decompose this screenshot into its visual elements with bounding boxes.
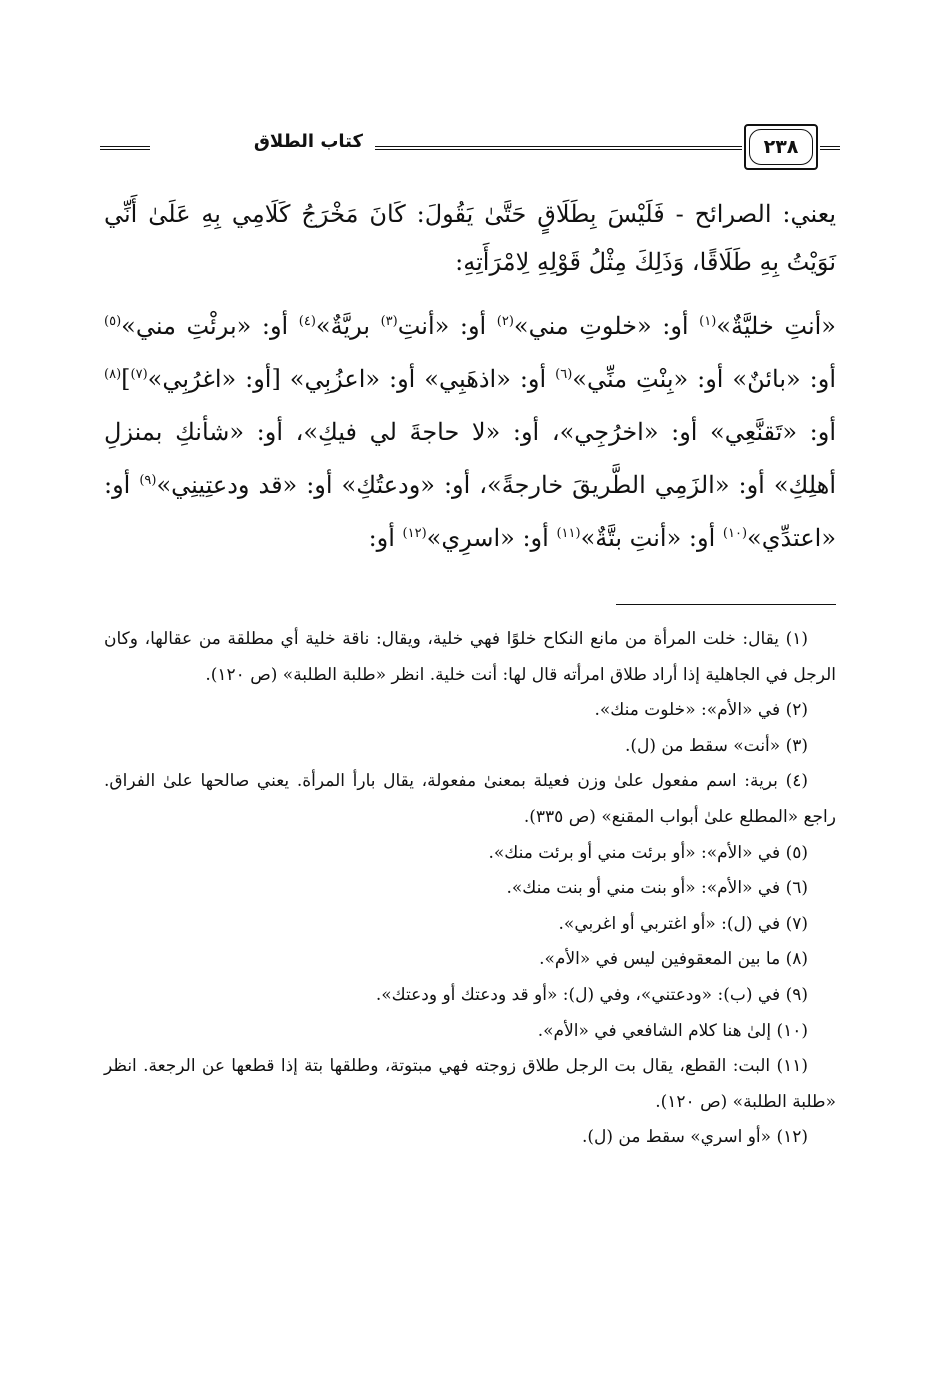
footnote-ref[interactable]: (١١) [556, 526, 581, 541]
header-rule [820, 146, 840, 150]
footnote-ref[interactable]: (٥) [104, 314, 122, 329]
quote-phrase: أو: «اسرِي» [426, 524, 557, 552]
quote-phrase: أو: «خلوتِ مني» [513, 312, 700, 340]
page-number-frame [744, 124, 818, 170]
page-number: ٢٣٨ [749, 129, 813, 165]
main-text [104, 190, 836, 565]
quote-phrase: أو: «أنتِ بتَّةٌ» [580, 524, 723, 552]
quote-phrase: بريَّةٌ» [315, 312, 381, 340]
running-header [100, 120, 840, 176]
footnote-ref[interactable]: (٤) [298, 314, 316, 329]
quote-phrase: ] [121, 365, 131, 393]
footnotes [104, 622, 836, 1156]
footnote: (٧) في (ل): «أو اغتربي أو اغربي». [558, 913, 808, 934]
footnote-ref[interactable]: (٧) [130, 367, 148, 382]
footnote-ref[interactable]: (٦) [555, 367, 573, 382]
footnote: (٨) ما بين المعقوفين ليس في «الأم». [539, 949, 808, 970]
header-rule [100, 146, 150, 150]
footnote-ref[interactable]: (١٠) [722, 526, 748, 541]
footnote: (١١) البت: القطع، يقال بت الرجل طلاق زوجته فهي مبتوتة، وطلقها بتة إذا قطعها عن الرجعة. انظر «طلبة الطلبة» (ص ١٢٠). [104, 1056, 836, 1112]
footnote: (١٠) إلىٰ هنا كلام الشافعي في «الأم». [537, 1020, 808, 1041]
header-rule [375, 146, 742, 150]
quote-phrase: أو: «اعتدِّي» [104, 471, 836, 552]
quote-phrase: أو: «بائنٌ» أو: «بِنْتِ منِّي» [572, 365, 837, 393]
footnote: (٥) في «الأم»: «أو برئت مني أو برئت منك». [488, 842, 808, 863]
footnote-ref[interactable]: (٩) [139, 473, 157, 488]
footnote-ref[interactable]: (١) [699, 314, 717, 329]
footnote: (٤) برية: اسم مفعول علىٰ وزن فعيلة بمعنىٰ مفعولة، يقال بارأ المرأة. يعني صالحها علىٰ الفراق. راجع «المطلع علىٰ أبواب المقنع» (ص ٣٣٥). [104, 771, 836, 827]
footnote: (٦) في «الأم»: «أو بنت مني أو بنت منك». [506, 878, 808, 899]
quote-phrase: أو: [368, 524, 403, 552]
quote-phrase: أو: «اذهَبِي» أو: «اعزُبِي» [أو: «اغرُبِي» [147, 365, 556, 393]
chapter-title: كتاب الطلاق [253, 131, 363, 152]
footnote-ref[interactable]: (١٢) [402, 526, 427, 541]
quotes-paragraph [104, 300, 836, 565]
footnote: (٩) في (ب): «ودعتني»، وفي (ل): «أو قد ودعتك أو ودعتك». [375, 984, 808, 1005]
quote-phrase: أو: «تَقنَّعِي» أو: «اخرُجِي»، أو: «لا حاجةَ لي فيكِ»، أو: «شأنكِ بمنزلِ أهلِكِ» أو: «الزَمِي الطَّريقَ خارجةً»، أو: «ودعتُكِ» أو: «قد ودعتِينِي» [104, 418, 837, 499]
footnote-separator [616, 604, 836, 605]
quote-phrase: أو: «برئْتِ مني» [121, 312, 299, 340]
footnote-ref[interactable]: (٣) [380, 314, 398, 329]
intro-paragraph: يعني: الصرائح - فَلَيْسَ بِطَلَاقٍ حَتَّىٰ يَقُولَ: كَانَ مَخْرَجُ كَلَامِي بِهِ عَلَىٰ أَنِّي نَوَيْتُ بِهِ طَلَاقًا، وَذَلِكَ مِثْلُ قَوْلِهِ لِامْرَأَتِهِ: [104, 200, 836, 276]
footnote: (١٢) «أو اسري» سقط من (ل). [582, 1127, 808, 1148]
footnote: (١) يقال: خلت المرأة من مانع النكاح خلوًا فهي خلية، ويقال: ناقة خلية أي مطلقة من عقالها، وكان الرجل في الجاهلية إذا أراد طلاق امرأته قال لها: أنت خلية. انظر «طلبة الطلبة» (ص ١٢٠). [104, 629, 836, 685]
footnote-ref[interactable]: (٨) [104, 367, 122, 382]
quote-phrase: «أنتِ خليَّةٌ» [716, 312, 836, 340]
footnote: (٢) في «الأم»: «خلوت منك». [594, 700, 808, 721]
footnote-ref[interactable]: (٢) [496, 314, 514, 329]
quote-phrase: أو: «أنتِ [397, 312, 497, 340]
footnote: (٣) «أنت» سقط من (ل). [624, 735, 808, 756]
